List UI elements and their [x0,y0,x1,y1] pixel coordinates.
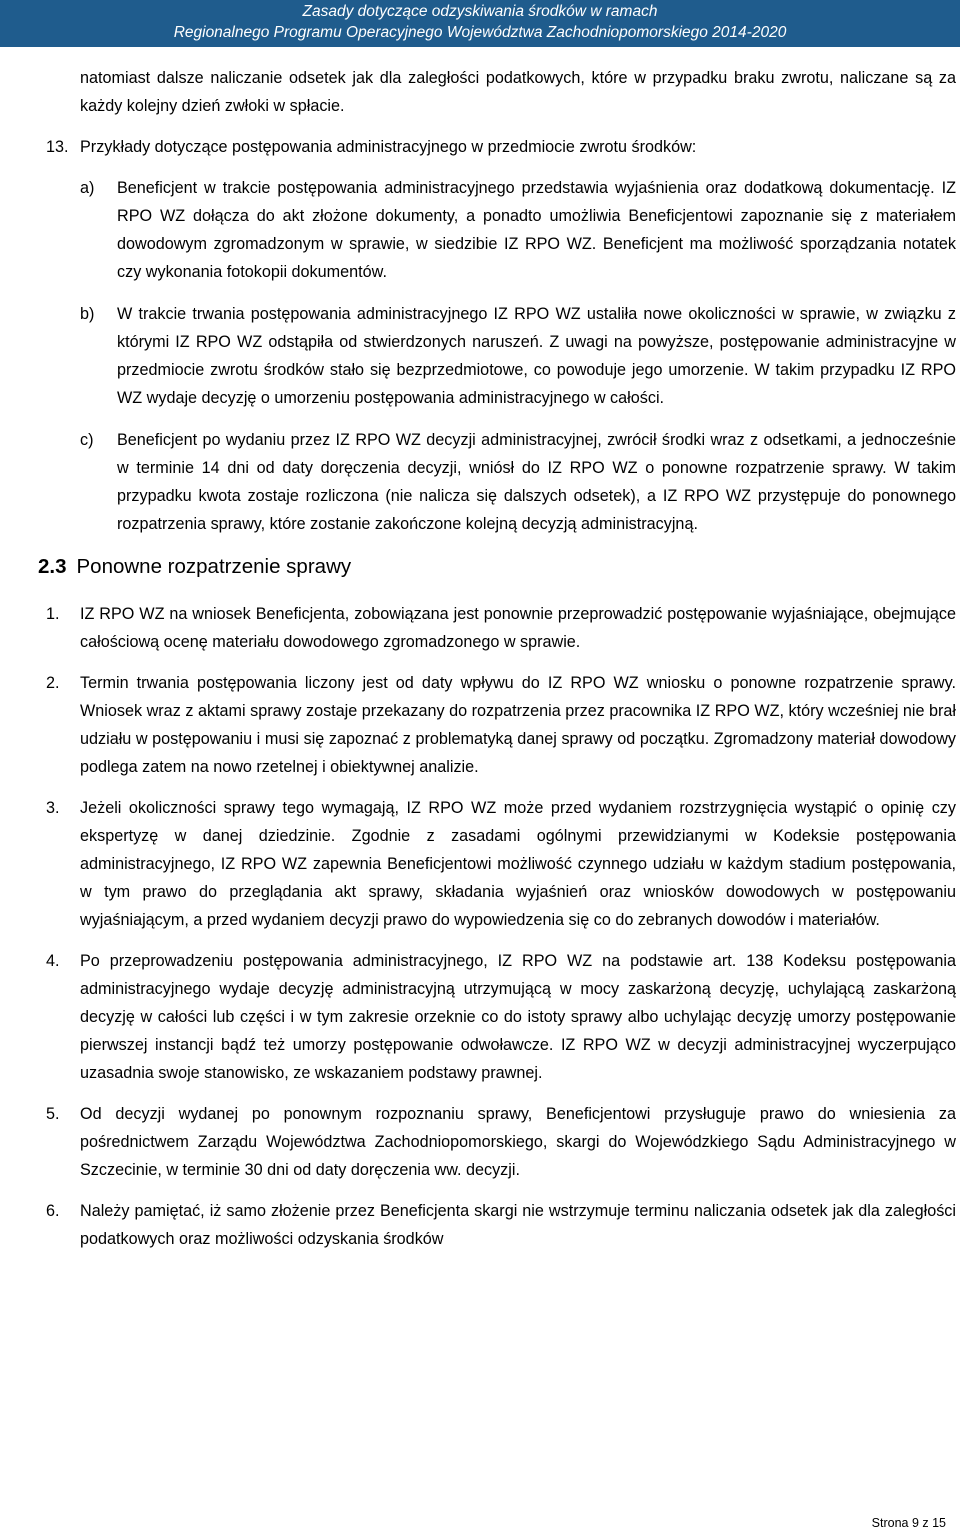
section-number: 2.3 [38,555,67,578]
sublist-item-b [80,300,956,412]
sublist-label: a) [80,179,95,197]
list-item-6 [46,1197,956,1253]
header-line-2: Regionalnego Programu Operacyjnego Województwa Zachodniopomorskiego 2014-2020 [173,24,787,41]
list-text: IZ RPO WZ na wniosek Beneficjenta, zobowiązana jest ponownie przeprowadzić postępowanie wyjaśniające, obejmujące całościową ocenę materiału dowodowego zgromadzonego w sprawie. [80,605,956,651]
list-item-2 [46,669,956,781]
section-heading [38,552,956,582]
sublist-text: Beneficjent po wydaniu przez IZ RPO WZ decyzji administracyjnej, zwrócił środki wraz z odsetkami, a jednocześnie w terminie 14 dni od daty doręczenia decyzji, wniósł do IZ RPO WZ o ponowne rozpatrzenie sprawy. W takim przypadku kwota zostaje rozliczona (nie nalicza się dalszych odsetek), a IZ RPO WZ przystępuje do ponownego rozpatrzenia sprawy, które zostanie zakończone kolejną decyzją administracyjną. [117,431,956,533]
list-number: 5. [46,1105,60,1123]
list-number: 1. [46,605,60,623]
list-number: 4. [46,952,60,970]
sublist-text: Beneficjent w trakcie postępowania administracyjnego przedstawia wyjaśnienia oraz dodatkową dokumentację. IZ RPO WZ dołącza do akt złożone dokumenty, a ponadto umożliwia Beneficjentowi zapoznanie się z materiałem dowodowym zgromadzonym w sprawie, w siedzibie IZ RPO WZ. Beneficjent ma możliwość sporządzania notatek czy wykonania fotokopii dokumentów. [117,179,956,281]
list-text: Przykłady dotyczące postępowania administracyjnego w przedmiocie zwrotu środków: [80,138,697,156]
page-header [0,0,960,47]
continuation-paragraph: natomiast dalsze naliczanie odsetek jak dla zaległości podatkowych, które w przypadku braku zwrotu, naliczane są za każdy kolejny dzień zwłoki w spłacie. [80,69,956,115]
sublist-label: b) [80,305,95,323]
list-text: Jeżeli okoliczności sprawy tego wymagają, IZ RPO WZ może przed wydaniem rozstrzygnięcia wystąpić o opinię czy ekspertyzę w danej dziedzinie. Zgodnie z zasadami ogólnymi przewidzianymi w Kodeksie postępowania administracyjnego, IZ RPO WZ zapewnia Beneficjentowi możliwość czynnego udziału w każdym stadium postępowania, w tym prawo do przeglądania akt sprawy, składania wyjaśnień oraz wniosków dowodowych w postępowaniu wyjaśniającym, a przed wydaniem decyzji prawo do wypowiedzenia się co do zebranych dowodów i materiałów. [80,799,956,929]
list-number: 3. [46,799,60,817]
list-text: Należy pamiętać, iż samo złożenie przez Beneficjenta skargi nie wstrzymuje terminu naliczania odsetek jak dla zaległości podatkowych oraz możliwości odzyskania środków [80,1202,956,1248]
list-number: 13. [46,138,69,156]
list-item-13 [46,133,956,161]
list-item-4 [46,947,956,1087]
list-item-3 [46,794,956,934]
document-body [38,64,956,1266]
list-item-1 [46,600,956,656]
sublist-text: W trakcie trwania postępowania administracyjnego IZ RPO WZ ustaliła nowe okoliczności w sprawie, w związku z którymi IZ RPO WZ odstąpiła od stwierdzonych naruszeń. Z uwagi na powyższe, postępowanie administracyjne w przedmiocie zwrotu środków stało się bezprzedmiotowe, co powoduje jego umorzenie. W takim przypadku IZ RPO WZ wydaje decyzję o umorzeniu postępowania administracyjnego w całości. [117,305,956,407]
list-text: Od decyzji wydanej po ponownym rozpoznaniu sprawy, Beneficjentowi przysługuje prawo do wniesienia za pośrednictwem Zarządu Województwa Zachodniopomorskiego, skargi do Wojewódzkiego Sądu Administracyjnego w Szczecinie, w terminie 30 dni od daty doręczenia ww. decyzji. [80,1105,956,1179]
page-number: Strona 9 z 15 [871,1516,946,1530]
sublist-label: c) [80,431,94,449]
list-text: Po przeprowadzeniu postępowania administracyjnego, IZ RPO WZ na podstawie art. 138 Kodeksu postępowania administracyjnego wydaje decyzję administracyjną utrzymującą w mocy zaskarżoną decyzję, uchylającą zaskarżoną decyzję w całości lub części i w tym zakresie orzeknie co do istoty sprawy albo uchylając decyzję umorzy postępowanie pierwszej instancji bądź też umorzy postępowanie odwoławcze. IZ RPO WZ w decyzji administracyjnej wyczerpująco uzasadnia swoje stanowisko, ze wskazaniem podstawy prawnej. [80,952,956,1082]
list-number: 2. [46,674,60,692]
header-line-1: Zasady dotyczące odzyskiwania środków w ramach [302,3,658,20]
list-number: 6. [46,1202,60,1220]
sublist-item-a [80,174,956,286]
section-title: Ponowne rozpatrzenie sprawy [76,555,352,578]
sublist-item-c [80,426,956,538]
list-text: Termin trwania postępowania liczony jest od daty wpływu do IZ RPO WZ wniosku o ponowne rozpatrzenie sprawy. Wniosek wraz z aktami sprawy zostaje przekazany do rozpatrzenia przez pracownika IZ RPO WZ, który wcześniej nie brał udziału w postępowaniu i musi się zapoznać z problematyką danej sprawy od początku. Zgromadzony materiał dowodowy podlega zatem na nowo rzetelnej i obiektywnej analizie. [80,674,956,776]
list-item-5 [46,1100,956,1184]
example-sublist [80,174,956,538]
